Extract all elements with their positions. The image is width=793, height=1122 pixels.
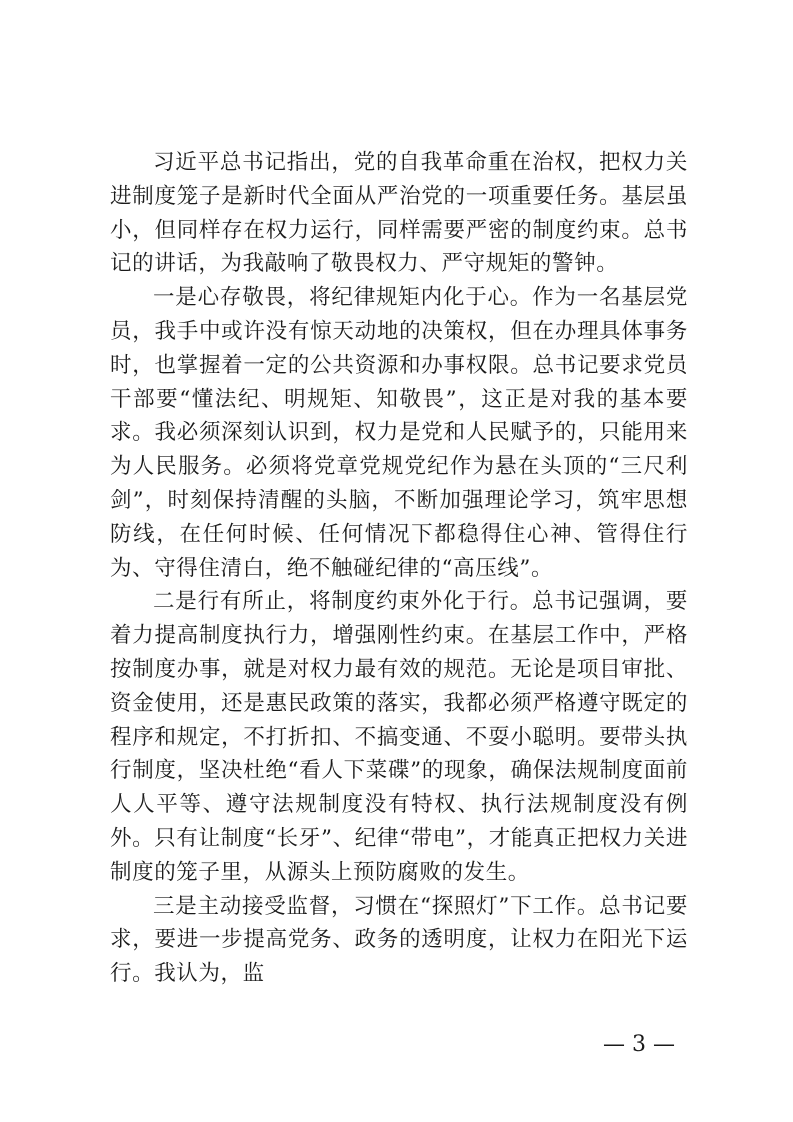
page-number: — 3 — bbox=[603, 1032, 675, 1057]
paragraph-point-three: 三是主动接受监督，习惯在“探照灯”下工作。总书记要求，要进一步提高党务、政务的透明度，让权力在阳光下运行。我认为，监 bbox=[110, 893, 688, 987]
document-body bbox=[110, 146, 688, 991]
paragraph-point-two: 二是行有所止，将制度约束外化于行。总书记强调，要着力提高制度执行力，增强刚性约束。在基层工作中，严格按制度办事，就是对权力最有效的规范。无论是项目审批、资金使用，还是惠民政策的落实，我都必须严格遵守既定的程序和规定，不打折扣、不搞变通、不耍小聪明。要带头执行制度，坚决杜绝“看人下菜碟”的现象，确保法规制度面前人人平等、遵守法规制度没有特权、执行法规制度没有例外。只有让制度“长牙”、纪律“带电”，才能真正把权力关进制度的笼子里，从源头上预防腐败的发生。 bbox=[110, 589, 688, 885]
paragraph-point-one: 一是心存敬畏，将纪律规矩内化于心。作为一名基层党员，我手中或许没有惊天动地的决策权，但在办理具体事务时，也掌握着一定的公共资源和办事权限。总书记要求党员干部要“懂法纪、明规矩、知敬畏”，这正是对我的基本要求。我必须深刻认识到，权力是党和人民赋予的，只能用来为人民服务。必须将党章党规党纪作为悬在头顶的“三尺利剑”，时刻保持清醒的头脑，不断加强理论学习，筑牢思想防线，在任何时候、任何情况下都稳得住心神、管得住行为、守得住清白，绝不触碰纪律的“高压线”。 bbox=[110, 285, 688, 581]
paragraph-intro: 习近平总书记指出，党的自我革命重在治权，把权力关进制度笼子是新时代全面从严治党的一项重要任务。基层虽小，但同样存在权力运行，同样需要严密的制度约束。总书记的讲话，为我敲响了敬畏权力、严守规矩的警钟。 bbox=[110, 150, 688, 277]
